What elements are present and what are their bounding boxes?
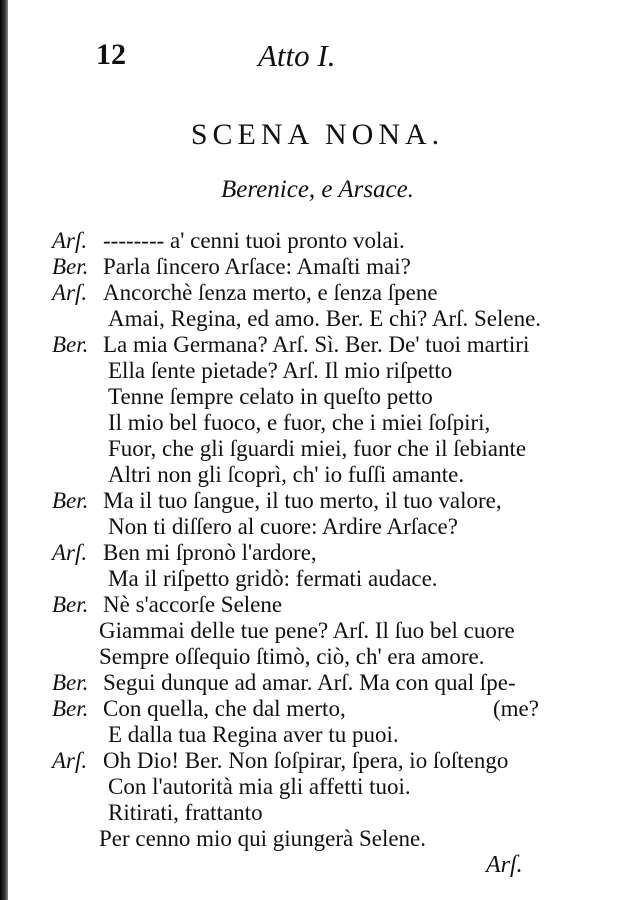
scene-characters: Berenice, e Arsace.: [221, 176, 414, 203]
speaker-label: Arſ.: [52, 748, 88, 773]
verse-text: Non ti diſſero al cuore: Ardire Arſace?: [108, 514, 458, 539]
verse-text: -------- a' cenni tuoi pronto volai.: [103, 228, 405, 253]
speaker-label: Arſ.: [52, 540, 88, 565]
verse-text: Per cenno mio qui giungerà Selene.: [99, 826, 427, 851]
dialogue-line: [8, 696, 627, 722]
verse-text: Sempre oſſequio ſtimò, ciò, ch' era amore.: [99, 644, 485, 669]
speaker-label: Arſ.: [52, 228, 88, 253]
dialogue-line: [8, 280, 627, 306]
verse-text: Ritirati, frattanto: [108, 800, 263, 825]
dialogue-line: [8, 228, 627, 254]
dialogue-line: [8, 566, 627, 592]
speaker-label: Ber.: [52, 488, 89, 513]
scene-title: SCENA NONA.: [190, 118, 445, 151]
book-page: [8, 0, 627, 900]
verse-text: Nè s'accorſe Selene: [103, 592, 283, 617]
verse-text: Ancorchè ſenza merto, e ſenza ſpene: [103, 280, 438, 305]
verse-text: Segui dunque ad amar. Arſ. Ma con qual ſpe-: [103, 670, 516, 695]
verse-text: Altri non gli ſcoprì, ch' io fuſſi amante.: [108, 462, 465, 487]
dialogue-line: [8, 592, 627, 618]
verse-text: Giammai delle tue pene? Arſ. Il ſuo bel cuore: [99, 618, 515, 643]
dialogue-line: [8, 540, 627, 566]
page-number: 12: [96, 38, 126, 71]
verse-text: Amai, Regina, ed amo. Ber. E chi? Arſ. Selene.: [108, 306, 542, 331]
speaker-label: Ber.: [52, 254, 89, 279]
dialogue-line: [8, 826, 627, 852]
verse-text: La mia Germana? Arſ. Sì. Ber. De' tuoi martiri: [103, 332, 530, 357]
dialogue-line: [8, 436, 627, 462]
dialogue-line: [8, 748, 627, 774]
verse-text: Fuor, che gli ſguardi miei, fuor che il ſebiante: [108, 436, 527, 461]
dialogue-line: [8, 358, 627, 384]
verse-text: Tenne ſempre celato in queſto petto: [108, 384, 433, 409]
dialogue-line: [8, 514, 627, 540]
verse-text: Con quella, che dal merto,: [103, 696, 346, 721]
dialogue-line: [8, 670, 627, 696]
dialogue-line: [8, 254, 627, 280]
dialogue-line: [8, 774, 627, 800]
speaker-label: Arſ.: [52, 280, 88, 305]
dialogue-block: [8, 228, 627, 852]
verse-text: Ella ſente pietade? Arſ. Il mio riſpetto: [108, 358, 453, 383]
book-spine-shadow: [0, 0, 8, 900]
running-head: Atto I.: [258, 38, 336, 73]
dialogue-line: [8, 722, 627, 748]
page-header: [8, 38, 627, 78]
dialogue-line: [8, 488, 627, 514]
catchword: Arſ.: [486, 852, 523, 878]
verse-text: Ma il riſpetto gridò: fermati audace.: [108, 566, 438, 591]
dialogue-line: [8, 618, 627, 644]
dialogue-line: [8, 306, 627, 332]
dialogue-line: [8, 462, 627, 488]
verse-text: Parla ſincero Arſace: Amaſti mai?: [103, 254, 411, 279]
dialogue-line: [8, 800, 627, 826]
dialogue-line: [8, 384, 627, 410]
verse-text: Oh Dio! Ber. Non ſoſpirar, ſpera, io ſoſtengo: [103, 748, 509, 773]
verse-text: E dalla tua Regina aver tu puoi.: [108, 722, 399, 747]
verse-turnover: (me?: [493, 696, 539, 721]
speaker-label: Ber.: [52, 670, 89, 695]
speaker-label: Ber.: [52, 696, 89, 721]
verse-text: Ma il tuo ſangue, il tuo merto, il tuo valore,: [103, 488, 502, 513]
speaker-label: Ber.: [52, 592, 89, 617]
dialogue-line: [8, 410, 627, 436]
dialogue-line: [8, 332, 627, 358]
verse-text: Ben mi ſpronò l'ardore,: [103, 540, 317, 565]
dialogue-line: [8, 644, 627, 670]
verse-text: Il mio bel fuoco, e fuor, che i miei ſoſpiri,: [108, 410, 491, 435]
verse-text: Con l'autorità mia gli affetti tuoi.: [108, 774, 411, 799]
speaker-label: Ber.: [52, 332, 89, 357]
